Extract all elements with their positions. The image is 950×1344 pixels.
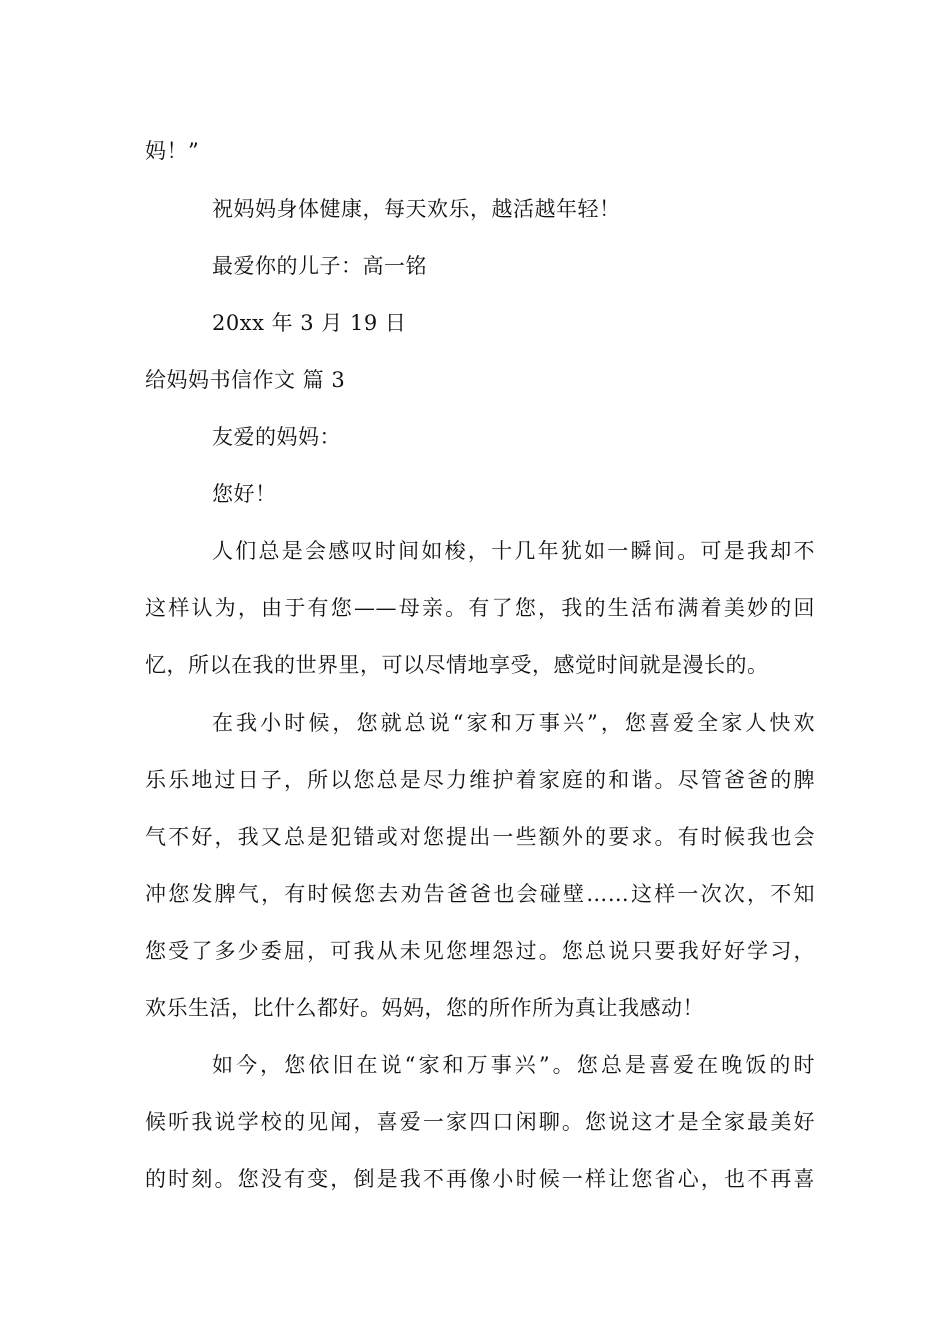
continuation-line: 妈！” [145, 139, 200, 163]
hello-line: 您好！ [212, 482, 277, 506]
paragraph-line: 人们总是会感叹时间如梭，十几年犹如一瞬间。可是我却不 [212, 539, 815, 563]
paragraph-line: 气不好，我又总是犯错或对您提出一些额外的要求。有时候我也会 [145, 825, 815, 849]
paragraph-line: 这样认为，由于有您——母亲。有了您，我的生活布满着美妙的回 [145, 596, 815, 620]
date-line: 20xx 年 3 月 19 日 [212, 311, 407, 335]
paragraph-line: 冲您发脾气，有时候您去劝告爸爸也会碰壁……这样一次次，不知 [145, 882, 815, 906]
paragraph-line: 乐乐地过日子，所以您总是尽力维护着家庭的和谐。尽管爸爸的脾 [145, 768, 815, 792]
section-title: 给妈妈书信作文 篇 3 [145, 368, 346, 392]
paragraph-line: 您受了多少委屈，可我从未见您埋怨过。您总说只要我好好学习， [145, 939, 815, 963]
paragraph-line: 候听我说学校的见闻，喜爱一家四口闲聊。您说这才是全家最美好 [145, 1110, 815, 1134]
paragraph-line: 忆，所以在我的世界里，可以尽情地享受，感觉时间就是漫长的。 [145, 653, 769, 677]
signature-line: 最爱你的儿子：高一铭 [212, 254, 427, 278]
paragraph-line: 欢乐生活，比什么都好。妈妈，您的所作所为真让我感动！ [145, 996, 704, 1020]
blessing-line: 祝妈妈身体健康，每天欢乐，越活越年轻！ [212, 197, 621, 221]
greeting-line: 友爱的妈妈： [212, 425, 341, 449]
paragraph-line: 的时刻。您没有变，倒是我不再像小时候一样让您省心，也不再喜 [145, 1167, 815, 1191]
paragraph-line: 如今，您依旧在说“家和万事兴”。您总是喜爱在晚饭的时 [212, 1053, 815, 1077]
paragraph-line: 在我小时候，您就总说“家和万事兴”，您喜爱全家人快欢 [212, 711, 815, 735]
